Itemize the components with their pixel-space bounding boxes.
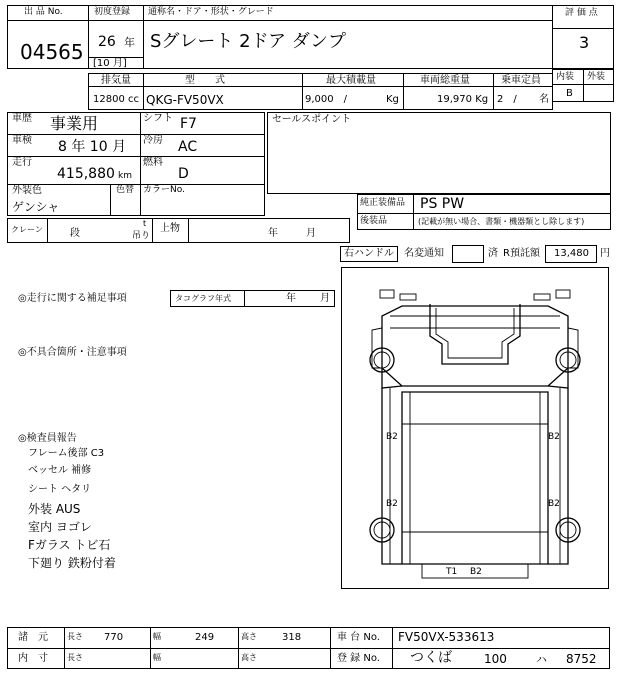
length-label: 長さ <box>67 653 83 662</box>
color-change-label: 色替 <box>116 185 135 195</box>
aftermarket-note: (記載が無い場合、書類・機器類とし除します) <box>418 217 585 226</box>
damage-mark: B2 <box>548 432 560 442</box>
first-registration-label: 初度登録 <box>94 7 131 17</box>
damage-mark: B2 <box>548 499 560 509</box>
ac-value: AC <box>178 139 198 155</box>
car-name: Sグレート 2ドア ダンプ <box>150 31 346 52</box>
yen-unit: 円 <box>600 248 610 259</box>
dims-label: 諸 元 <box>18 632 48 643</box>
model-value: QKG-FV50VX <box>146 93 224 107</box>
name-change-label: 名変通知 <box>404 248 444 259</box>
report-item: フレーム後部 C3 <box>28 448 105 459</box>
report-item: 室内 ヨゴレ <box>28 520 92 534</box>
fuel-value: D <box>178 166 189 182</box>
inspector-report-heading: ◎検査員報告 <box>18 433 77 444</box>
damage-mark: B2 <box>386 432 398 442</box>
tachograph-month: 月 <box>320 293 330 304</box>
crane-label: クレーン <box>11 225 43 234</box>
color-no-label: カラーNo. <box>143 185 185 195</box>
report-item: Fガラス トビ石 <box>28 538 111 552</box>
shift-label: シフト <box>143 113 173 124</box>
ac-label: 冷房 <box>143 135 163 146</box>
fuel-label: 燃料 <box>143 157 163 168</box>
crane-ton: t <box>143 219 147 228</box>
damage-diagram <box>341 267 609 589</box>
color-value: ゲンシャ <box>12 200 60 214</box>
cab-outline <box>382 306 568 386</box>
height-label: 高さ <box>241 632 257 641</box>
tachograph-label: タコグラフ年式 <box>175 294 231 303</box>
interior-label: 内装 <box>556 72 575 82</box>
max-load-unit: Kg <box>386 94 399 105</box>
mileage-label: 走行 <box>12 157 32 168</box>
upper-year: 年 <box>268 228 278 239</box>
plate-region: つくば <box>410 650 452 666</box>
right-handle: 右ハンドル <box>344 248 394 259</box>
dump-body <box>402 392 548 564</box>
inspection-label: 車検 <box>12 135 32 146</box>
car-name-label: 通称名・ドア・形状・グレード <box>148 7 274 17</box>
name-change-box <box>452 245 484 263</box>
chassis-value: FV50VX-533613 <box>398 630 495 644</box>
gross-weight-label: 車両総重量 <box>420 75 470 86</box>
recycle-label: R預託額 <box>503 248 540 259</box>
upper-month: 月 <box>306 228 316 239</box>
width-label: 幅 <box>153 653 161 662</box>
max-load-value: 9,000 / <box>305 94 348 105</box>
plate-kana: ハ <box>536 653 547 666</box>
history-value: 事業用 <box>50 114 99 133</box>
width-value: 249 <box>195 632 215 643</box>
width-label: 幅 <box>153 632 161 641</box>
plate-class: 100 <box>484 652 507 666</box>
capacity-unit: 名 <box>539 94 549 105</box>
equipment-label: 純正装備品 <box>360 198 406 208</box>
plate-label: 登 録 No. <box>337 653 380 664</box>
tachograph-year: 年 <box>286 293 296 304</box>
interior-grade: B <box>566 88 573 99</box>
height-label: 高さ <box>241 653 257 662</box>
evaluation-score: 3 <box>579 33 590 52</box>
score-label: 評 価 点 <box>565 8 598 18</box>
year-unit: 年 <box>124 36 135 49</box>
report-item: 下廻り 鉄粉付着 <box>28 556 116 570</box>
damage-mark: T1 <box>446 567 458 577</box>
report-item: シート ヘタリ <box>28 484 92 495</box>
crane-stage: 段 <box>70 228 80 239</box>
damage-mark: B2 <box>386 499 398 509</box>
chassis-label: 車 台 No. <box>337 632 380 643</box>
registration-month: [10 月] <box>93 58 127 69</box>
model-label: 型 式 <box>185 75 225 86</box>
plate-number: 8752 <box>566 652 597 666</box>
max-load-label: 最大積載量 <box>326 75 376 86</box>
windshield <box>430 304 520 364</box>
mileage-value: 415,880 <box>57 166 115 182</box>
exterior-label: 外装 <box>587 72 606 82</box>
upper-label: 上物 <box>160 223 180 234</box>
history-label: 車歴 <box>12 113 32 124</box>
aftermarket-label: 後装品 <box>360 216 388 226</box>
shift-value: F7 <box>180 116 197 132</box>
length-value: 770 <box>104 632 124 643</box>
report-item: ベッセル 補修 <box>28 465 92 476</box>
displacement-value: 12800 cc <box>93 94 139 105</box>
registration-year: 26 <box>98 34 116 50</box>
driving-notes-heading: ◎走行に関する補足事項 <box>18 293 127 304</box>
capacity-value: 2 / <box>497 94 517 105</box>
sales-point-label: セールスポイント <box>272 114 352 125</box>
mileage-unit: km <box>118 171 132 181</box>
recycle-value: 13,480 <box>554 248 589 259</box>
lot-no-label: 出 品 No. <box>24 7 63 17</box>
defects-heading: ◎不具合箇所・注意事項 <box>18 347 127 358</box>
capacity-label: 乗車定員 <box>501 75 541 86</box>
interior-dims-label: 内 寸 <box>18 653 48 664</box>
displacement-label: 排気量 <box>101 75 131 86</box>
lot-number: 04565 <box>20 40 84 64</box>
color-label: 外装色 <box>12 185 42 196</box>
deposit-prefix: 済 <box>488 248 498 259</box>
height-value: 318 <box>282 632 302 643</box>
gross-weight-value: 19,970 Kg <box>437 94 489 105</box>
length-label: 長さ <box>67 632 83 641</box>
damage-mark: B2 <box>470 567 482 577</box>
inspection-value: 8 年 10 月 <box>58 139 127 155</box>
report-item: 外装 AUS <box>28 502 81 516</box>
equipment-value: PS PW <box>420 196 465 212</box>
crane-suspend: 吊り <box>132 231 151 241</box>
truck-diagram <box>342 268 608 588</box>
